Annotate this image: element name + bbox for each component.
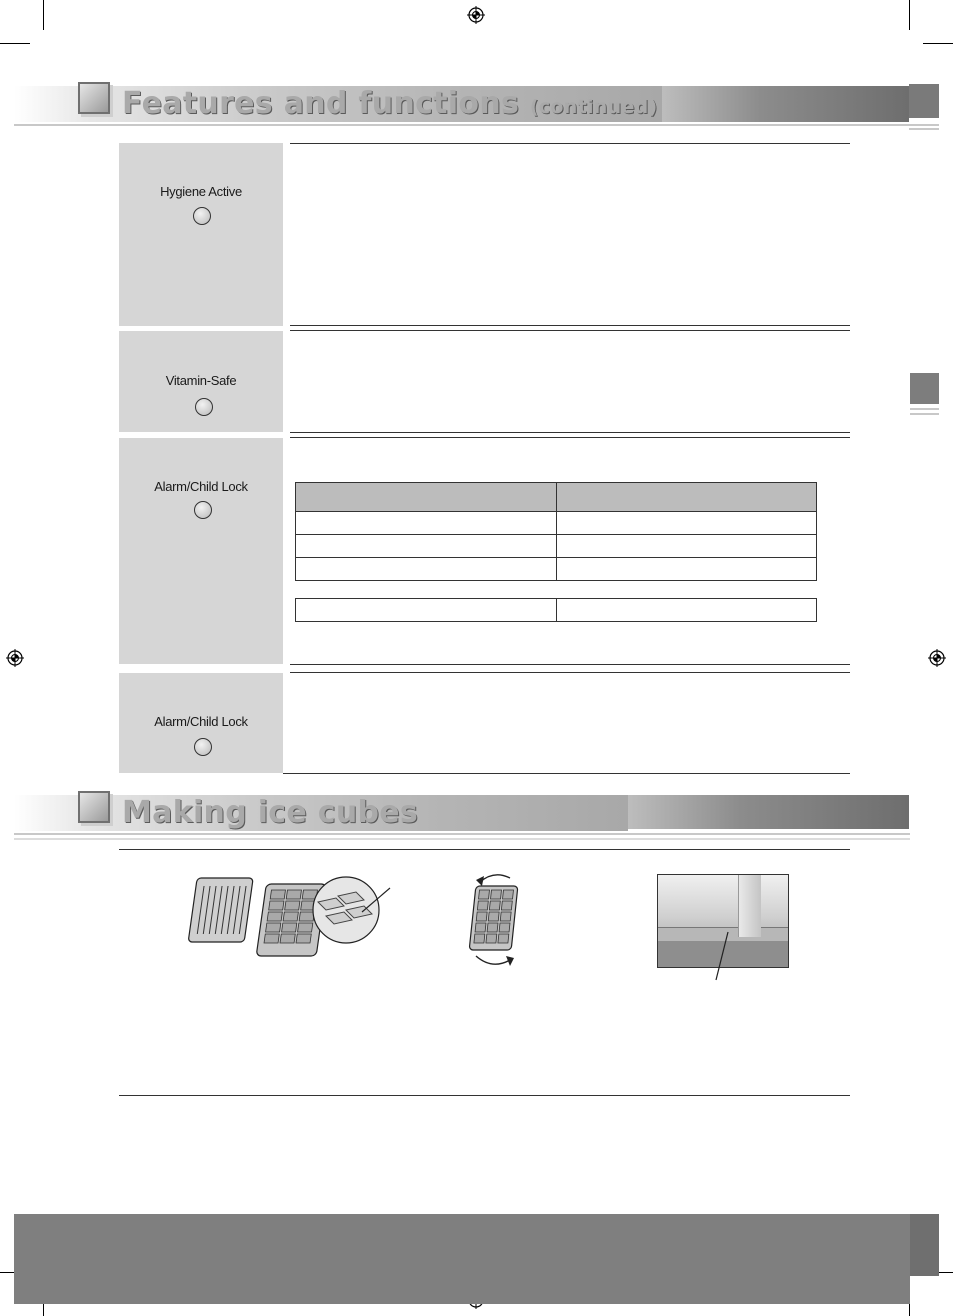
header-band-dark <box>628 795 909 829</box>
table-header-cell <box>296 483 557 512</box>
divider <box>290 432 850 433</box>
footer-tab <box>910 1214 939 1276</box>
header-stripe <box>909 128 939 130</box>
panel-label: Vitamin-Safe <box>165 373 237 388</box>
table-row <box>296 512 817 535</box>
divider <box>119 849 850 850</box>
table-cell <box>296 558 557 581</box>
registration-mark-icon <box>6 649 24 667</box>
feature-panel-alarm-child-lock-2 <box>119 673 283 773</box>
crop-mark <box>0 43 30 44</box>
page-title-text: Features and functions <box>122 86 520 121</box>
side-tab <box>910 373 939 404</box>
button-icon[interactable] <box>195 398 213 416</box>
divider <box>290 437 850 438</box>
page-title <box>122 86 658 121</box>
table-cell <box>557 558 817 581</box>
panel-label: Alarm/Child Lock <box>154 714 248 729</box>
table-row <box>296 535 817 558</box>
alarm-table-secondary <box>295 598 817 622</box>
feature-panel-vitamin-safe <box>119 331 283 432</box>
header-stripe <box>14 838 910 840</box>
side-tab-stripe <box>910 413 939 415</box>
table-cell <box>557 535 817 558</box>
header-square-icon <box>78 82 110 114</box>
table-cell <box>296 599 557 622</box>
panel-label: Alarm/Child Lock <box>154 479 248 494</box>
panel-label: Hygiene Active <box>160 184 242 199</box>
divider <box>119 1095 850 1096</box>
crop-mark <box>43 0 44 30</box>
button-icon[interactable] <box>193 207 211 225</box>
crop-mark <box>923 43 953 44</box>
header-stripe <box>14 124 939 126</box>
crop-mark <box>909 0 910 30</box>
page-subtitle: (continued) <box>529 96 658 118</box>
button-icon[interactable] <box>194 738 212 756</box>
feature-panel-alarm-child-lock <box>119 438 283 664</box>
table-row <box>296 599 817 622</box>
twist-tray-illustration <box>462 866 526 974</box>
registration-mark-icon <box>928 649 946 667</box>
header-square-icon <box>78 791 110 823</box>
header-band-dark <box>662 86 909 122</box>
ice-tray-illustration <box>186 872 401 962</box>
registration-mark-icon <box>467 6 485 24</box>
side-tab-stripe <box>910 408 939 410</box>
photo-wall <box>738 875 761 937</box>
divider <box>290 664 850 665</box>
header-stripe <box>14 833 910 835</box>
header-tab <box>909 84 939 118</box>
divider <box>283 773 850 774</box>
table-header-row <box>296 483 817 512</box>
footer-band <box>14 1214 910 1304</box>
table-cell <box>296 535 557 558</box>
table-header-cell <box>557 483 817 512</box>
table-cell <box>296 512 557 535</box>
table-cell <box>557 512 817 535</box>
divider <box>290 672 850 673</box>
alarm-table <box>295 482 817 581</box>
divider <box>290 330 850 331</box>
table-cell <box>557 599 817 622</box>
photo-pointer <box>712 930 732 982</box>
feature-panel-hygiene-active <box>119 143 283 326</box>
divider <box>290 325 850 326</box>
button-icon[interactable] <box>194 501 212 519</box>
table-row <box>296 558 817 581</box>
divider <box>290 143 850 144</box>
section-title: Making ice cubes <box>122 795 419 830</box>
